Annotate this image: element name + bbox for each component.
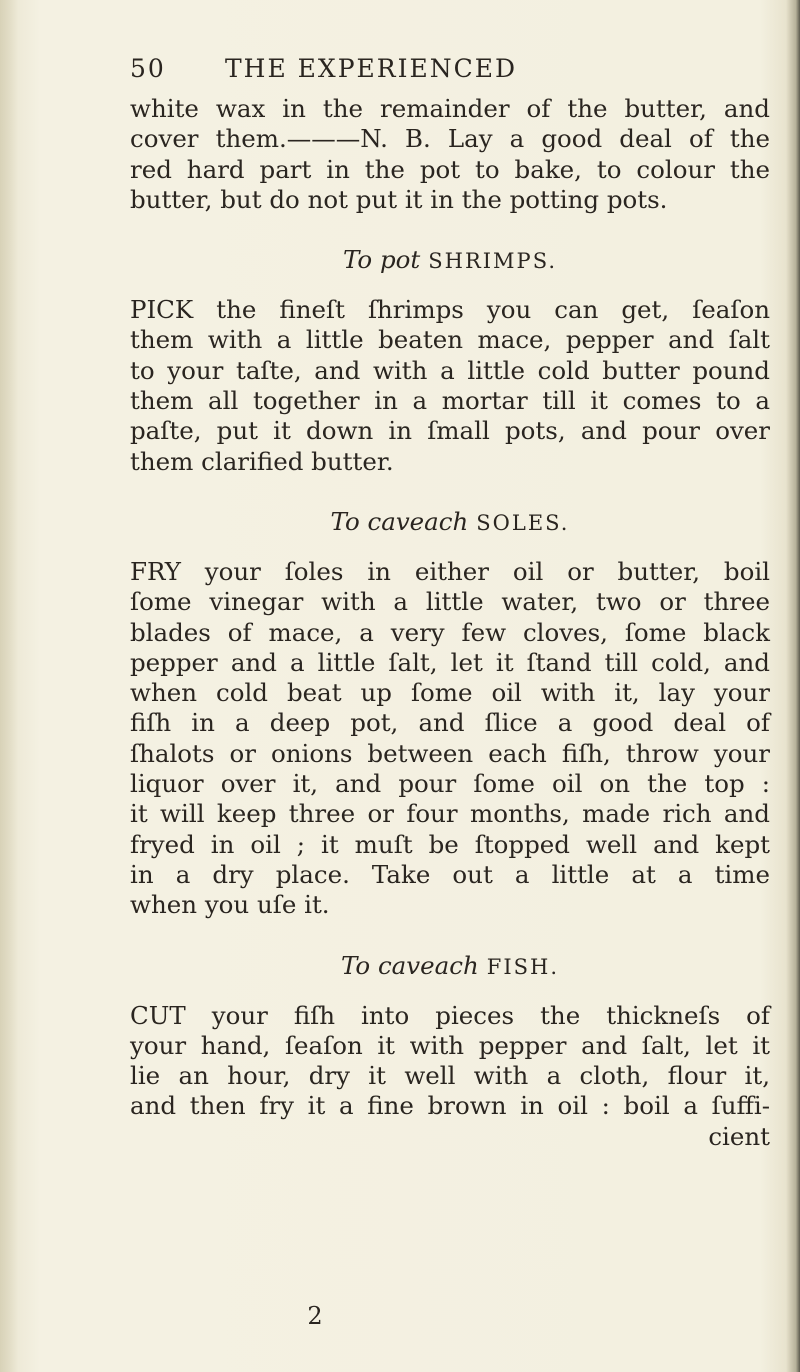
signature-mark: 2 <box>307 1302 323 1330</box>
page-text-block <box>130 44 770 1152</box>
text-line: and then fry it a fine brown in oil : boil a ſuffi- <box>130 1091 770 1121</box>
text-line: CUT your fiſh into pieces the thickneſs of <box>130 1000 770 1030</box>
text-line: red hard part in the pot to bake, to colour the <box>130 154 770 184</box>
text-line: ſome vinegar with a little water, two or three <box>130 587 770 617</box>
text-line: lie an hour, dry it well with a cloth, flour it, <box>130 1061 770 1091</box>
text-line: PICK the fineſt ſhrimps you can get, ſeaſon <box>130 295 770 325</box>
text-line: butter, but do not put it in the potting pots. <box>130 184 668 214</box>
section-heading-shrimps <box>130 245 770 275</box>
text-line: liquor over it, and pour ſome oil on the top : <box>130 769 770 799</box>
heading-italic: To caveach <box>340 950 479 980</box>
text-line: white wax in the remainder of the butter, and <box>130 94 770 123</box>
text-line: when cold beat up ſome oil with it, lay your <box>130 678 770 708</box>
text-line: FRY your ſoles in either oil or butter, boil <box>130 556 770 586</box>
text-line: ſhalots or onions between each fiſh, throw your <box>130 738 770 768</box>
text-line: them with a little beaten mace, pepper and ſalt <box>130 325 770 355</box>
heading-italic: To caveach <box>330 506 469 536</box>
text-line: fryed in oil ; it muſt be ſtopped well and kept <box>130 829 770 859</box>
text-line: blades of mace, a very few cloves, ſome black <box>130 617 770 647</box>
text-line: when you uſe it. <box>130 890 330 920</box>
section-heading-soles <box>130 507 770 537</box>
page-gutter-shadow <box>0 0 18 1372</box>
text-line: paſte, put it down in ſmall pots, and pour over <box>130 416 770 446</box>
recipe-paragraph-shrimps <box>130 295 770 477</box>
heading-caps: SOLES. <box>476 510 570 535</box>
heading-caps: FISH. <box>486 954 559 979</box>
text-line: them all together in a mortar till it comes to a <box>130 386 770 416</box>
heading-caps: SHRIMPS. <box>428 249 558 274</box>
recipe-paragraph-fish <box>130 1001 770 1152</box>
text-line: to your taſte, and with a little cold butter pound <box>130 355 770 385</box>
running-title: THE EXPERIENCED <box>225 54 518 83</box>
text-line: in a dry place. Take out a little at a time <box>130 859 770 889</box>
text-line: cover them.———N. B. Lay a good deal of the <box>130 124 770 154</box>
heading-italic: To pot <box>342 245 421 275</box>
text-line: fiſh in a deep pot, and ſlice a good deal of <box>130 708 770 738</box>
text-line: your hand, ſeaſon it with pepper and ſalt, let it <box>130 1030 770 1060</box>
catchword: cient <box>708 1121 770 1151</box>
running-head <box>130 44 770 94</box>
page-number: 50 <box>130 54 166 83</box>
text-line: it will keep three or four months, made rich and <box>130 799 770 829</box>
text-line: pepper and a little ſalt, let it ſtand till cold, and <box>130 647 770 677</box>
section-heading-fish <box>130 951 770 981</box>
recipe-paragraph-soles <box>130 557 770 921</box>
text-line: them clarified butter. <box>130 446 394 476</box>
page-edge-shadow <box>786 0 800 1372</box>
intro-paragraph <box>130 94 770 215</box>
